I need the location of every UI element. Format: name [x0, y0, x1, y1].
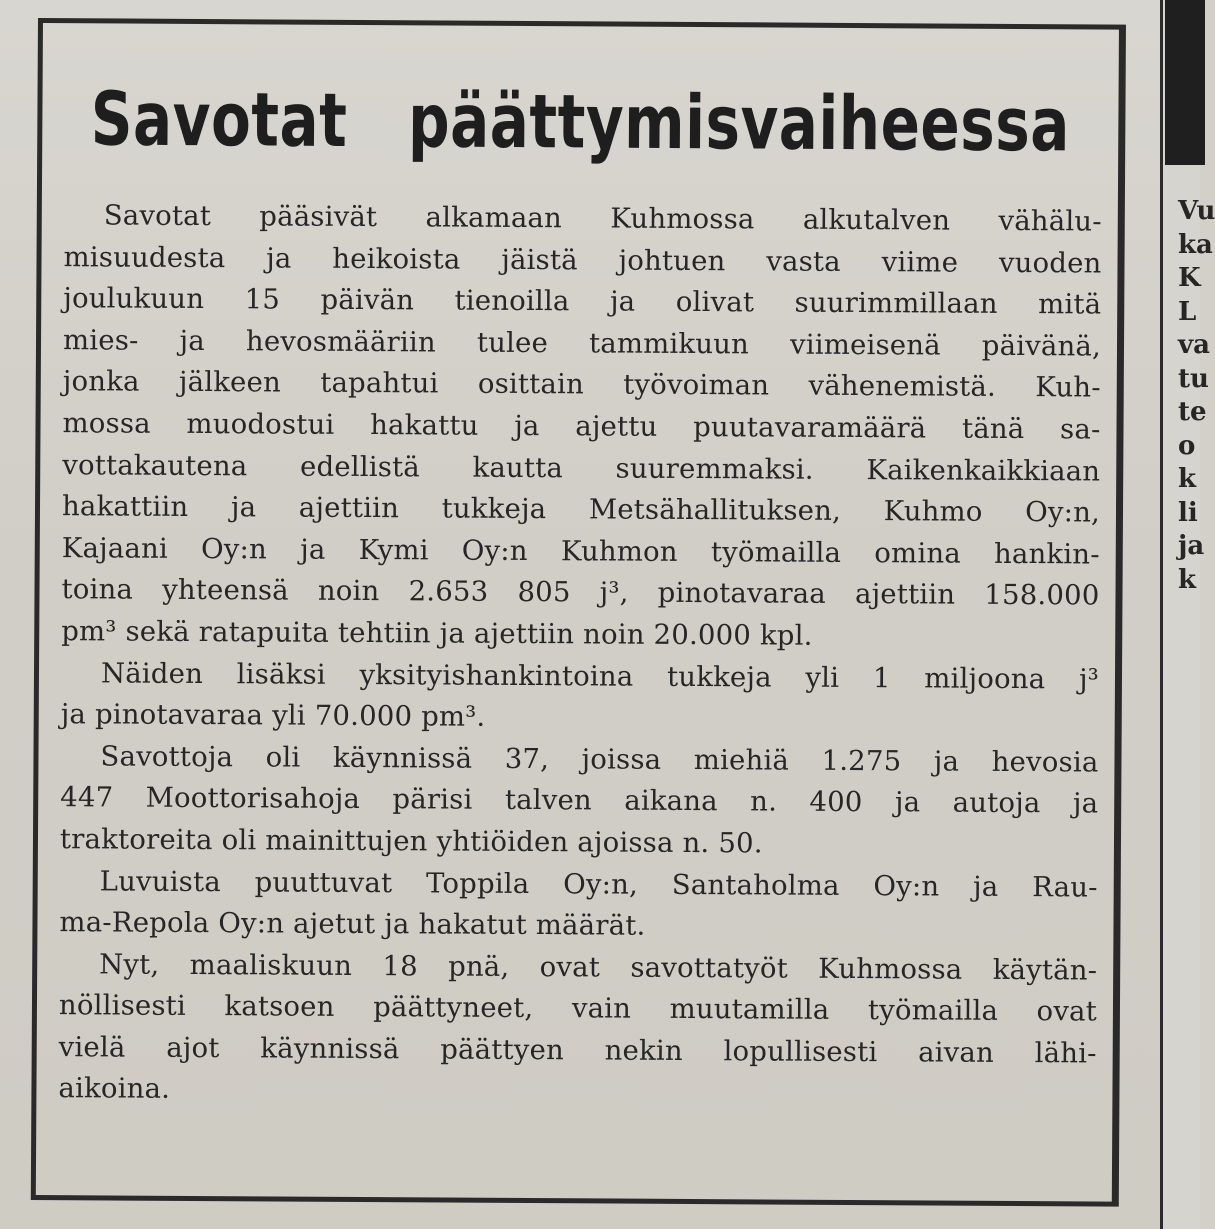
adjacent-fragment: L: [1178, 296, 1197, 327]
article-line: hakattiin ja ajettiin tukkeja Metsähallituksen, Kuhmo Oy:n,: [61, 490, 1101, 529]
column-rule: [1160, 0, 1163, 1229]
adjacent-text-fragments: [1178, 195, 1215, 597]
adjacent-fragment: li: [1178, 497, 1198, 528]
article-line: Kajaani Oy:n ja Kymi Oy:n Kuhmon työmailla omina hankin-: [61, 531, 1100, 571]
article-line: traktoreita oli mainittujen yhtiöiden ajoissa n. 50.: [59, 823, 763, 860]
article-frame: [31, 18, 1126, 1207]
article-line: vottakautena edellistä kautta suuremmaksi. Kaikenkaikkiaan: [62, 448, 1101, 488]
article-line: Savotat pääsivät alkamaan Kuhmossa alkutalven vähälu-: [103, 199, 1102, 238]
adjacent-fragment: K: [1178, 263, 1201, 293]
article-line: jonka jälkeen tapahtui osittain työvoiman vähenemistä. Kuh-: [62, 365, 1101, 404]
adjacent-fragment: va: [1178, 330, 1210, 360]
article-line: ja pinotavaraa yli 70.000 pm³.: [60, 698, 486, 733]
article-line: toina yhteensä noin 2.653 805 j³, pinotavaraa ajettiin 158.000: [61, 573, 1100, 612]
adjacent-fragment: ka: [1178, 229, 1213, 260]
article-headline: Savotat päättymisvaiheessa: [90, 75, 1071, 169]
article-line: aikoina.: [58, 1072, 171, 1106]
adjacent-fragment: k: [1178, 464, 1197, 494]
article-line: Luvuista puuttuvat Toppila Oy:n, Santaholma Oy:n ja Rau-: [99, 864, 1098, 903]
article-body: [58, 195, 1102, 1116]
adjacent-fragment: te: [1178, 397, 1207, 427]
article-line: nöllisesti katsoen päättyneet, vain muutamilla työmailla ovat: [58, 989, 1098, 1028]
adjacent-article-column: [1160, 0, 1215, 1229]
article-line: Näiden lisäksi yksityishankintoina tukkeja yli 1 miljoona j³: [100, 656, 1100, 696]
article-line: 447 Moottorisahoja pärisi talven aikana n. 400 ja autoja ja: [60, 781, 1099, 820]
article-line: pm³ sekä ratapuita tehtiin ja ajettiin noin 20.000 kpl.: [61, 615, 813, 652]
adjacent-fragment: Vu: [1178, 196, 1215, 226]
adjacent-fragment: o: [1178, 430, 1196, 461]
article-line: Savottoja oli käynnissä 37, joissa miehiä 1.275 ja hevosia: [100, 740, 1099, 779]
adjacent-fragment: k: [1178, 564, 1197, 595]
article-line: mossa muodostui hakattu ja ajettu puutavaramäärä tänä sa-: [62, 407, 1101, 446]
article-line: misuudesta ja heikoista jäistä johtuen vasta viime vuoden: [63, 240, 1102, 280]
article-line: ma-Repola Oy:n ajetut ja hakatut määrät.: [59, 906, 646, 942]
article-line: joulukuun 15 päivän tienoilla ja olivat suurimmillaan mitä: [63, 282, 1102, 321]
adjacent-dark-block: [1165, 0, 1205, 165]
article-line: Nyt, maaliskuun 18 pnä, ovat savottatyöt Kuhmossa käytän-: [99, 948, 1098, 987]
article-line: vielä ajot käynnissä päättyen nekin lopullisesti aivan lähi-: [58, 1031, 1097, 1070]
adjacent-fragment: ja: [1178, 531, 1205, 561]
adjacent-fragment: tu: [1178, 363, 1209, 394]
article-line: mies- ja hevosmääriin tulee tammikuun viimeisenä päivänä,: [62, 323, 1102, 363]
